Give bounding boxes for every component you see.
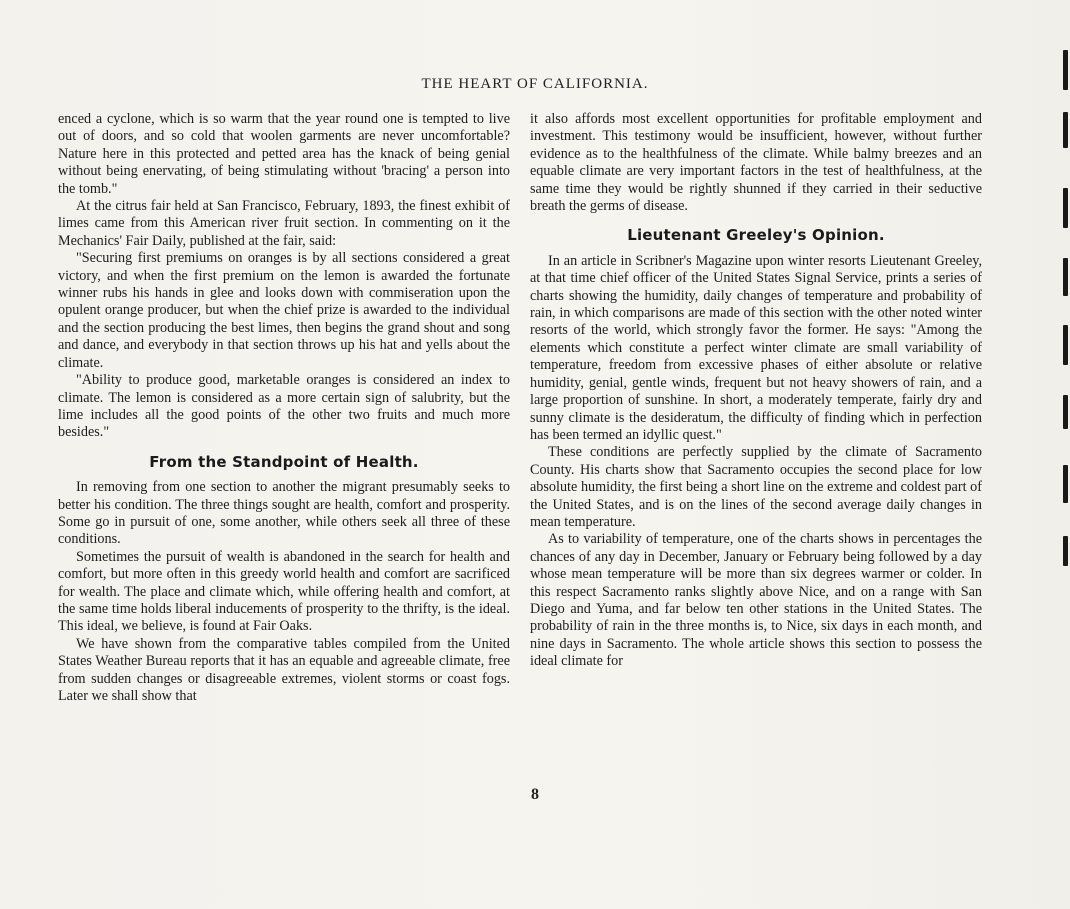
running-head: THE HEART OF CALIFORNIA. (421, 76, 649, 92)
edge-mark (1063, 536, 1068, 566)
edge-mark (1063, 188, 1068, 228)
edge-mark (1063, 258, 1068, 296)
page-number: 8 (531, 786, 539, 803)
paragraph: enced a cyclone, which is so warm that the year round one is tempted to live out of doors, and so cold that woolen garments are never uncomfortable? Nature here in this protected and petted area has the knack of being genial without being enervating, of being stimulating without 'bracing' a person into the tomb." (58, 111, 510, 197)
paragraph: "Securing first premiums on oranges is by all sections considered a great victory, and when the first premium on the lemon is awarded the fortunate winner rubs his hands in glee and looks down with commiseration upon the opulent orange producer, but when the chief prize is awarded to the individual and the section producing the best limes, then begins the grand shout and song and dance, and everybody in that section throws up his hat and yells about the climate. (58, 250, 510, 371)
edge-mark (1063, 465, 1068, 503)
section-heading: From the Standpoint of Health. (149, 452, 419, 471)
paragraph: Sometimes the pursuit of wealth is abandoned in the search for health and comfort, but more often in this greedy world health and comfort are sacrificed for wealth. The place and climate which, while offering health and comfort, at the same time holds liberal inducements of prosperity to the thrifty, is the ideal. This ideal, we believe, is found at Fair Oaks. (58, 548, 510, 635)
paragraph: As to variability of temperature, one of the charts shows in percentages the chances of any day in December, January or February being followed by a day whose mean temperature will be more than six degrees warmer or colder. In this respect Sacramento ranks slightly above Nice, and on a range with San Diego and Yuma, and far below ten other stations in the United States. The probability of rain in the three months is, to Nice, six days in each month, and nine days in Sacramento. The whole article shows this section to possess the ideal climate for (530, 531, 982, 670)
paragraph: In removing from one section to another the migrant presumably seeks to better his condition. The three things sought are health, comfort and prosperity. Some go in pursuit of one, some another, while others seek all three of these conditions. (58, 479, 510, 548)
edge-mark (1063, 50, 1068, 90)
paragraph: At the citrus fair held at San Francisco, February, 1893, the finest exhibit of limes came from this American river fruit section. In commenting on it the Mechanics' Fair Daily, published at the fair, said: (58, 198, 510, 249)
paragraph: These conditions are perfectly supplied by the climate of Sacramento County. His charts show that Sacramento occupies the second place for low absolute humidity, the first being a short line on the extreme and coldest part of the United States, and is on the lines of the second average daily changes in mean temperature. (530, 444, 982, 530)
right-column (530, 111, 982, 671)
paragraph: In an article in Scribner's Magazine upon winter resorts Lieutenant Greeley, at that time chief officer of the United States Signal Service, prints a series of charts showing the humidity, daily changes of temperature and probability of rain, in which comparisons are made of this section with the other noted winter resorts of the world, which strongly favor the former. He says: "Among the elements which constitute a perfect winter climate are small variability of temperature, freedom from excessive phases of either absolute or relative humidity, genial, gentle winds, frequent but not heavy showers of rain, and a large proportion of sunshine. In short, a moderately temperate, fairly dry and sunny climate is the desideratum, the difficulty of finding which in perfection has been termed an idyllic quest." (530, 252, 982, 443)
section-heading: Lieutenant Greeley's Opinion. (627, 226, 885, 245)
paragraph: "Ability to produce good, marketable oranges is considered an index to climate. The lemon is considered as a more certain sign of salubrity, but the lime includes all the good points of the other two fruits and much more besides." (58, 372, 510, 441)
edge-mark (1063, 325, 1068, 365)
paragraph: it also affords most excellent opportunities for profitable employment and investment. This testimony would be insufficient, however, without further evidence as to the healthfulness of the climate. While balmy breezes and an equable climate are very important factors in the test of healthfulness, at the same time they would be rightly shunned if they carried in their seductive breath the germs of disease. (530, 111, 982, 215)
paragraph: We have shown from the comparative tables compiled from the United States Weather Bureau reports that it has an equable and agreeable climate, free from sudden changes or disagreeable extremes, violent storms or coast fogs. Later we shall show that (58, 635, 510, 704)
edge-mark (1063, 395, 1068, 429)
left-column (58, 111, 510, 705)
edge-mark (1063, 112, 1068, 148)
